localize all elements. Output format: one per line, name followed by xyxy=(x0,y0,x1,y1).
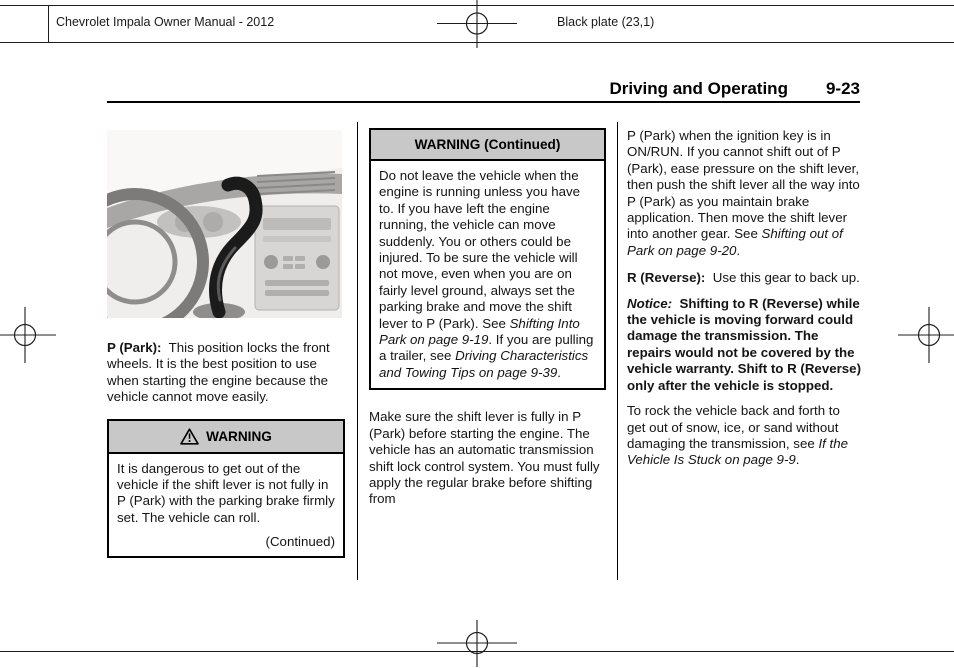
reverse-paragraph: R (Reverse): Use this gear to back up. xyxy=(627,270,860,286)
park-paragraph: P (Park): This position locks the front wheels. It is the best position to use when starting the engine because the vehicle cannot move easily. xyxy=(107,340,330,405)
warning-continued-label: (Continued) xyxy=(265,534,335,550)
registration-mark-right-icon xyxy=(896,303,954,367)
shift-lock-paragraph: Make sure the shift lever is fully in P (Park) before starting the engine. The vehicle has an automatic transmission shift lock control system. You must fully apply the regular brake before shifting from xyxy=(369,409,600,507)
column-separator-2 xyxy=(617,122,618,580)
rock-vehicle-paragraph: To rock the vehicle back and forth to get out of snow, ice, or sand without damaging the transmission, see If the Vehicle Is Stuck on page 9-9. xyxy=(627,403,849,468)
registration-mark-left-icon xyxy=(0,303,58,367)
section-title: Driving and Operating xyxy=(609,79,788,98)
warning-box-title: WARNING xyxy=(206,428,272,444)
column-separator-1 xyxy=(357,122,358,580)
manual-title-plate: Chevrolet Impala Owner Manual - 2012 xyxy=(56,15,275,29)
park-continue-paragraph: P (Park) when the ignition key is in ON/RUN. If you cannot shift out of P (Park), ease pressure on the shift lever, then push the shift lever all the way into P (Park) as you maintain brake application. Then move the shift lever into another gear. See Shifting out of Park on page 9-20. xyxy=(627,128,860,258)
shift-lever-illustration xyxy=(107,130,342,318)
warning-continued-box-title: WARNING (Continued) xyxy=(414,137,561,152)
warning-text: It is dangerous to get out of the vehicle if the shift lever is not fully in P (Park) with the parking brake firmly set. The vehicle can roll. xyxy=(117,460,335,525)
warning-continued-box-header xyxy=(371,130,604,161)
registration-mark-top-icon xyxy=(437,0,517,48)
warning-continued-box xyxy=(369,128,606,390)
top-strip-crop-tick xyxy=(48,5,49,42)
column-left xyxy=(107,122,345,558)
plate-info: Black plate (23,1) xyxy=(557,15,655,29)
warning-box-header xyxy=(109,421,343,454)
column-right xyxy=(627,122,861,469)
registration-mark-bottom-icon xyxy=(437,620,517,667)
warning-box xyxy=(107,419,345,559)
warning-triangle-icon xyxy=(180,428,199,445)
warning-box-body xyxy=(109,454,343,557)
warning-continued-box-body xyxy=(371,161,604,388)
column-middle xyxy=(369,122,606,508)
header-rule xyxy=(107,101,860,103)
notice-paragraph: Notice: Shifting to R (Reverse) while the vehicle is moving forward could damage the transmission. The repairs would not be covered by the vehicle warranty. Shift to R (Reverse) only after the vehicle is stopped. xyxy=(627,295,862,393)
page-header xyxy=(107,79,860,99)
warning-continued-text: Do not leave the vehicle when the engine is running unless you have to. If you have left the engine running, the vehicle can move suddenly. You or others could be injured. To be sure the vehicle will not move, even when you are on fairly level ground, always set the parking brake and move the shift lever to P (Park). See Shifting Into Park on page 9-19. If you are pulling a trailer, see Driving Characteristics and Towing Tips on page 9-39. xyxy=(379,168,594,380)
page-number: 9-23 xyxy=(825,79,860,98)
